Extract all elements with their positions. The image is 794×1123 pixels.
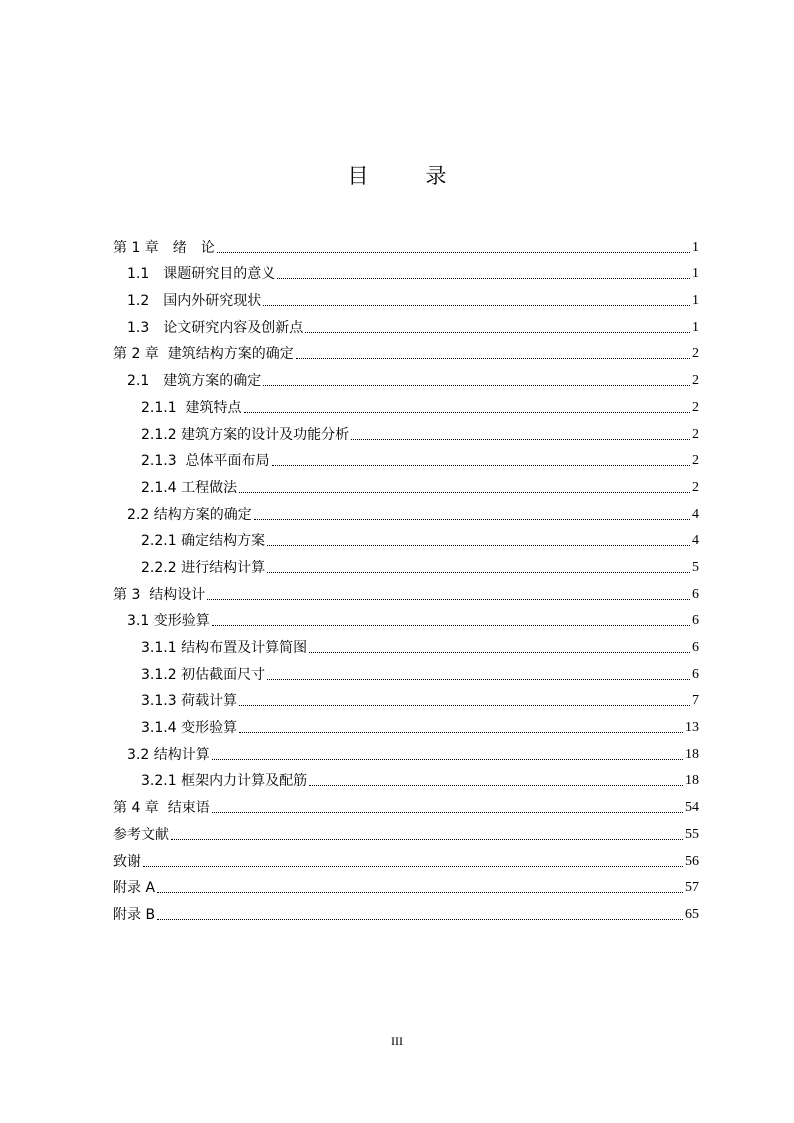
toc-entry-page: 65 [685, 906, 699, 922]
toc-entry-label: 第 1 章 绪 论 [113, 239, 215, 256]
toc-entry-label: 第 3 结构设计 [113, 586, 206, 603]
toc-entry-page: 4 [692, 533, 699, 549]
toc-entry-page: 18 [685, 746, 699, 762]
toc-entry-page: 1 [692, 266, 699, 282]
toc-dot-leader [207, 598, 690, 600]
toc-dot-leader [267, 678, 690, 680]
toc-dot-leader [267, 544, 690, 546]
toc-dot-leader [305, 331, 690, 333]
toc-entry[interactable] [113, 524, 699, 551]
toc-entry[interactable] [113, 230, 699, 257]
toc-entry[interactable] [113, 790, 699, 817]
toc-entry[interactable] [113, 417, 699, 444]
toc-dot-leader [143, 865, 683, 867]
toc-entry-page: 2 [692, 346, 699, 362]
toc-entry-page: 7 [692, 693, 699, 709]
toc-entry[interactable] [113, 470, 699, 497]
toc-dot-leader [212, 758, 683, 760]
toc-dot-leader [309, 651, 690, 653]
toc-entry[interactable] [113, 630, 699, 657]
toc-entry-label: 致谢 [113, 853, 141, 870]
toc-entry[interactable] [113, 390, 699, 417]
toc-entry[interactable] [113, 764, 699, 791]
toc-entry[interactable] [113, 363, 699, 390]
toc-entry-page: 1 [692, 319, 699, 335]
toc-dot-leader [296, 357, 690, 359]
toc-entry-page: 18 [685, 773, 699, 789]
toc-entry-label: 3.1.1 结构布置及计算简图 [141, 640, 308, 656]
toc-entry-page: 2 [692, 373, 699, 389]
toc-dot-leader [157, 918, 683, 920]
toc-entry[interactable] [113, 897, 699, 924]
toc-entry-page: 54 [685, 800, 699, 816]
toc-entry-page: 2 [692, 453, 699, 469]
toc-entry-label: 2.1.2 建筑方案的设计及功能分析 [141, 426, 350, 443]
toc-entry-page: 6 [692, 586, 699, 602]
page-number: III [391, 1034, 403, 1048]
toc-entry-label: 3.1.4 变形验算 [141, 720, 238, 737]
toc-entry-label: 第 4 章 结束语 [113, 800, 210, 817]
toc-dot-leader [263, 304, 690, 306]
toc-entry-label: 2.2.2 进行结构计算 [141, 559, 266, 576]
toc-entry[interactable] [113, 684, 699, 711]
toc-entry-label: 1.3 论文研究内容及创新点 [127, 319, 304, 336]
toc-dot-leader [244, 411, 690, 413]
toc-entry-label: 2.2.1 确定结构方案 [141, 533, 266, 550]
toc-entry[interactable] [113, 444, 699, 471]
toc-dot-leader [351, 438, 690, 440]
toc-entry[interactable] [113, 710, 699, 737]
toc-entry-page: 6 [692, 613, 699, 629]
toc-entry[interactable] [113, 577, 699, 604]
toc-entry-label: 参考文献 [113, 826, 169, 843]
toc-entry[interactable] [113, 497, 699, 524]
toc-entry-label: 3.1.3 荷载计算 [141, 693, 238, 710]
toc-entry-page: 2 [692, 479, 699, 495]
toc-dot-leader [309, 784, 683, 786]
toc-dot-leader [212, 624, 690, 626]
toc-entry-page: 55 [685, 826, 699, 842]
toc-entry-page: 6 [692, 640, 699, 655]
toc-entry-page: 5 [692, 559, 699, 575]
toc-entry-label: 2.1.1 建筑特点 [141, 399, 242, 416]
toc-dot-leader [254, 518, 690, 520]
toc-entry[interactable] [113, 283, 699, 310]
toc-entry-label: 1.1 课题研究目的意义 [127, 266, 276, 283]
toc-entry-page: 13 [685, 720, 699, 736]
toc-entry-label: 3.2 结构计算 [127, 746, 210, 763]
toc-entry-page: 6 [692, 666, 699, 682]
toc-entry-label: 2.1.3 总体平面布局 [141, 453, 270, 470]
toc-entry-label: 2.2 结构方案的确定 [127, 506, 252, 523]
toc-dot-leader [277, 277, 690, 279]
toc-dot-leader [157, 891, 683, 893]
toc-dot-leader [217, 251, 690, 253]
toc-dot-leader [212, 811, 683, 813]
toc-entry[interactable] [113, 337, 699, 364]
toc-dot-leader [171, 838, 683, 840]
toc-entry-page: 1 [692, 239, 699, 255]
toc-entry[interactable] [113, 550, 699, 577]
toc-entry[interactable] [113, 737, 699, 764]
toc-entry-page: 2 [692, 426, 699, 442]
toc-entry-label: 3.1.2 初估截面尺寸 [141, 666, 266, 683]
toc-entry-label: 3.2.1 框架内力计算及配筋 [141, 773, 308, 790]
toc-dot-leader [272, 464, 690, 466]
toc-entry-label: 2.1.4 工程做法 [141, 479, 238, 496]
toc-entry-page: 2 [692, 399, 699, 415]
toc-entry-page: 56 [685, 853, 699, 869]
toc-entry[interactable] [113, 310, 699, 337]
toc-entry-page: 57 [685, 880, 699, 896]
toc-dot-leader [239, 491, 690, 493]
toc-dot-leader [267, 571, 690, 573]
toc-dot-leader [263, 384, 690, 386]
table-of-contents [113, 230, 699, 924]
toc-entry-label: 附录 B [113, 906, 156, 923]
toc-entry-label: 2.1 建筑方案的确定 [127, 373, 262, 390]
toc-entry-label: 1.2 国内外研究现状 [127, 293, 262, 310]
toc-entry-label: 第 2 章 建筑结构方案的确定 [113, 346, 294, 363]
toc-entry-page: 4 [692, 506, 699, 522]
toc-entry[interactable] [113, 844, 699, 871]
toc-entry-label: 附录 A [113, 880, 156, 897]
toc-entry[interactable] [113, 817, 699, 844]
toc-entry-page: 1 [692, 293, 699, 309]
toc-entry[interactable] [113, 257, 699, 284]
toc-title: 目 录 [347, 164, 465, 188]
toc-entry[interactable] [113, 871, 699, 898]
toc-entry-label: 3.1 变形验算 [127, 613, 210, 630]
toc-dot-leader [239, 731, 683, 733]
toc-dot-leader [239, 704, 690, 706]
toc-entry[interactable] [113, 657, 699, 684]
toc-entry[interactable] [113, 604, 699, 631]
